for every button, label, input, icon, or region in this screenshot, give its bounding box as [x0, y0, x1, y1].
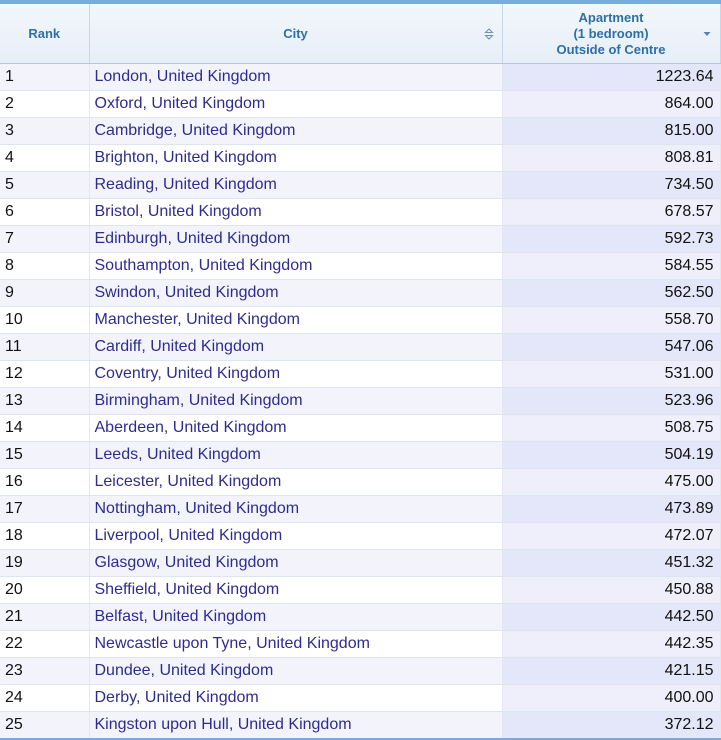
table-row [0, 604, 720, 631]
rank-cell: 10 [0, 307, 89, 334]
apartment-header-line2: (1 bedroom) [573, 25, 649, 41]
table-row [0, 577, 720, 604]
apartment-price-cell: 523.96 [502, 388, 720, 415]
rank-cell: 12 [0, 361, 89, 388]
apartment-header-line3: Outside of Centre [556, 41, 666, 57]
apartment-price-cell: 531.00 [502, 361, 720, 388]
city-link[interactable]: London, United Kingdom [89, 64, 502, 91]
apartment-price-cell: 584.55 [502, 253, 720, 280]
city-link[interactable]: Swindon, United Kingdom [89, 280, 502, 307]
apartment-price-cell: 508.75 [502, 415, 720, 442]
apartment-price-cell: 864.00 [502, 91, 720, 118]
city-header-label: City [283, 25, 308, 41]
apartment-price-cell: 372.12 [502, 712, 720, 740]
table-row [0, 118, 720, 145]
apartment-price-cell: 473.89 [502, 496, 720, 523]
city-link[interactable]: Reading, United Kingdom [89, 172, 502, 199]
city-link[interactable]: Coventry, United Kingdom [89, 361, 502, 388]
rank-cell: 9 [0, 280, 89, 307]
table-row [0, 388, 720, 415]
rank-cell: 11 [0, 334, 89, 361]
table-row [0, 523, 720, 550]
rank-cell: 18 [0, 523, 89, 550]
rank-cell: 17 [0, 496, 89, 523]
city-link[interactable]: Leicester, United Kingdom [89, 469, 502, 496]
apartment-price-cell: 475.00 [502, 469, 720, 496]
rank-cell: 6 [0, 199, 89, 226]
rank-column-header[interactable] [0, 4, 89, 64]
sort-both-icon[interactable] [484, 28, 494, 40]
rank-cell: 21 [0, 604, 89, 631]
table-row [0, 685, 720, 712]
table-row [0, 469, 720, 496]
table-row [0, 280, 720, 307]
city-link[interactable]: Liverpool, United Kingdom [89, 523, 502, 550]
city-link[interactable]: Edinburgh, United Kingdom [89, 226, 502, 253]
apartment-price-cell: 592.73 [502, 226, 720, 253]
city-link[interactable]: Cardiff, United Kingdom [89, 334, 502, 361]
apartment-price-cell: 808.81 [502, 145, 720, 172]
apartment-column-header[interactable] [502, 4, 720, 64]
rank-cell: 7 [0, 226, 89, 253]
table-row [0, 307, 720, 334]
table-row [0, 145, 720, 172]
city-link[interactable]: Birmingham, United Kingdom [89, 388, 502, 415]
city-link[interactable]: Cambridge, United Kingdom [89, 118, 502, 145]
apartment-price-cell: 562.50 [502, 280, 720, 307]
rank-cell: 1 [0, 64, 89, 91]
rank-cell: 4 [0, 145, 89, 172]
city-link[interactable]: Belfast, United Kingdom [89, 604, 502, 631]
table-row [0, 64, 720, 91]
table-row [0, 658, 720, 685]
table-row [0, 712, 720, 740]
apartment-price-cell: 558.70 [502, 307, 720, 334]
table-row [0, 361, 720, 388]
rank-header-label: Rank [28, 25, 61, 41]
rank-cell: 3 [0, 118, 89, 145]
city-link[interactable]: Sheffield, United Kingdom [89, 577, 502, 604]
city-link[interactable]: Glasgow, United Kingdom [89, 550, 502, 577]
rank-cell: 5 [0, 172, 89, 199]
city-link[interactable]: Brighton, United Kingdom [89, 145, 502, 172]
apartment-price-cell: 678.57 [502, 199, 720, 226]
rank-cell: 24 [0, 685, 89, 712]
rank-cell: 16 [0, 469, 89, 496]
city-link[interactable]: Nottingham, United Kingdom [89, 496, 502, 523]
apartment-price-cell: 450.88 [502, 577, 720, 604]
table-row [0, 415, 720, 442]
apartment-price-cell: 442.35 [502, 631, 720, 658]
sort-desc-icon[interactable] [702, 28, 712, 40]
city-link[interactable]: Kingston upon Hull, United Kingdom [89, 712, 502, 740]
apartment-price-cell: 734.50 [502, 172, 720, 199]
rankings-table [0, 4, 721, 740]
table-row [0, 334, 720, 361]
rank-cell: 14 [0, 415, 89, 442]
city-link[interactable]: Southampton, United Kingdom [89, 253, 502, 280]
apartment-price-cell: 421.15 [502, 658, 720, 685]
apartment-price-cell: 472.07 [502, 523, 720, 550]
apartment-price-cell: 1223.64 [502, 64, 720, 91]
table-row [0, 442, 720, 469]
rank-cell: 13 [0, 388, 89, 415]
table-row [0, 253, 720, 280]
table-row [0, 496, 720, 523]
city-link[interactable]: Oxford, United Kingdom [89, 91, 502, 118]
rank-cell: 19 [0, 550, 89, 577]
city-link[interactable]: Dundee, United Kingdom [89, 658, 502, 685]
city-link[interactable]: Newcastle upon Tyne, United Kingdom [89, 631, 502, 658]
city-link[interactable]: Aberdeen, United Kingdom [89, 415, 502, 442]
apartment-price-cell: 442.50 [502, 604, 720, 631]
table-row [0, 631, 720, 658]
city-link[interactable]: Leeds, United Kingdom [89, 442, 502, 469]
rank-cell: 25 [0, 712, 89, 740]
apartment-price-cell: 547.06 [502, 334, 720, 361]
table-row [0, 91, 720, 118]
city-link[interactable]: Derby, United Kingdom [89, 685, 502, 712]
city-link[interactable]: Manchester, United Kingdom [89, 307, 502, 334]
city-column-header[interactable] [89, 4, 502, 64]
apartment-price-cell: 451.32 [502, 550, 720, 577]
table-row [0, 226, 720, 253]
rank-cell: 23 [0, 658, 89, 685]
table-row [0, 550, 720, 577]
table-row [0, 199, 720, 226]
table-header-row [0, 4, 720, 64]
rank-cell: 22 [0, 631, 89, 658]
apartment-header-line1: Apartment [578, 9, 644, 25]
apartment-price-cell: 400.00 [502, 685, 720, 712]
apartment-price-cell: 815.00 [502, 118, 720, 145]
city-link[interactable]: Bristol, United Kingdom [89, 199, 502, 226]
apartment-price-cell: 504.19 [502, 442, 720, 469]
rank-cell: 8 [0, 253, 89, 280]
table-row [0, 172, 720, 199]
rank-cell: 15 [0, 442, 89, 469]
rank-cell: 2 [0, 91, 89, 118]
rank-cell: 20 [0, 577, 89, 604]
